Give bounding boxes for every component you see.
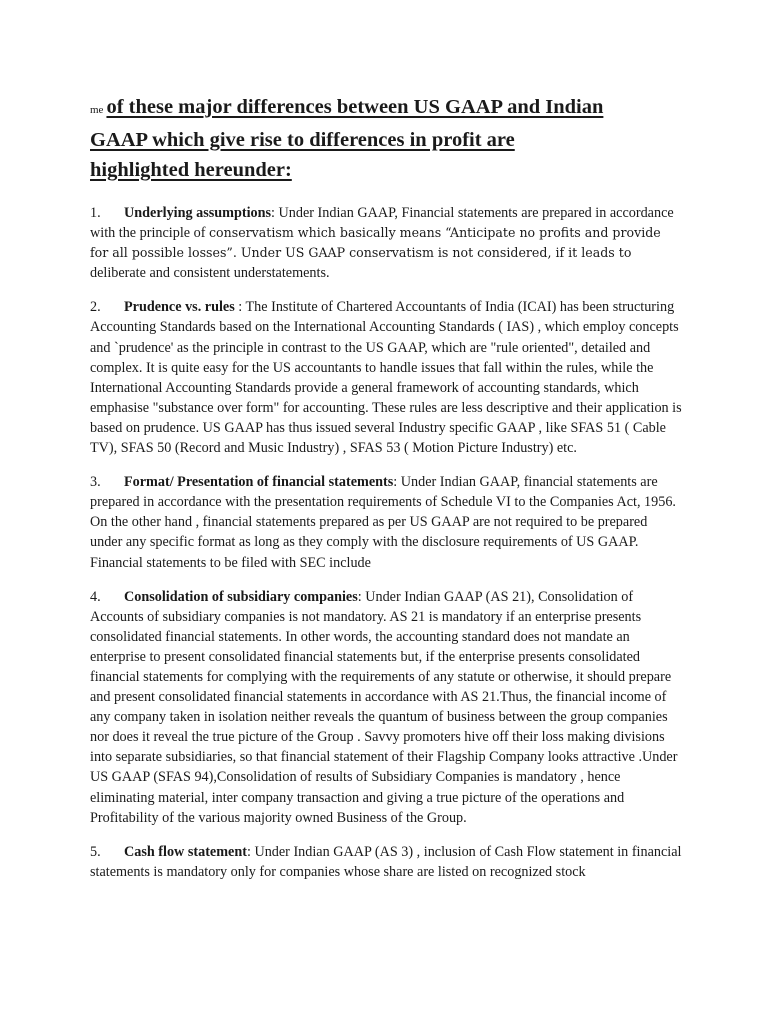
item-term: Underlying assumptions	[124, 205, 272, 221]
item-term: Format/ Presentation of financial statements	[124, 474, 394, 491]
item-term: Consolidation of subsidiary companies	[124, 588, 358, 605]
heading-line-2: GAAP which give rise to differences in profit are	[90, 129, 515, 151]
item-text: : The Institute of Chartered Accountants of India (ICAI) has been structuring Accounting Standards based on the International Accounting Standards ( IAS) , which employ concepts and `prudence' as the principle in contrast to the US GAAP, which are "rule oriented", detailed and complex. It is quite easy for the US accountants to handle issues that fall within the rules, while the International Accounting Standards provide a general framework of accounting standards, which emphasise "substance over form" for accounting. These rules are less descriptive and their application is based on prudence. US GAAP has thus issued several Industry specific GAAP , like SFAS 51 ( Cable TV), SFAS 50 (Record and Music Industry) , SFAS 53 ( Motion Picture Industry) etc.	[90, 299, 682, 457]
item-text: : Under Indian GAAP, Financial statements are prepared in accordance with the principle of	[90, 205, 674, 242]
item-number: 3.	[90, 474, 101, 491]
item-number: 2.	[90, 299, 101, 316]
item-text: conservatism which basically means “Anticipate no profits and provide for all possible losses”. Under US GAAP conservatism is not considered, if it leads to	[90, 225, 661, 261]
heading-line-1: of these major differences between US GAAP and Indian	[106, 96, 604, 118]
heading-prefix: me	[90, 104, 104, 116]
item-text: : Under Indian GAAP (AS 3) , inclusion of Cash Flow statement in financial statements is mandatory only for companies whose share are listed on recognized stock	[90, 843, 682, 880]
item-text: : Under Indian GAAP, financial statements are prepared in accordance with the presentation requirements of Schedule VI to the Companies Act, 1956. On the other hand , financial statements prepared as per US GAAP are not required to be prepared under any specific format as long as they comply with the disclosure requirements of US GAAP. Financial statements to be filed with SEC include	[90, 474, 676, 571]
item-term: Prudence vs. rules	[124, 299, 235, 316]
item-text: deliberate and consistent understatements.	[90, 265, 330, 282]
list-item	[90, 842, 682, 882]
heading-line-3: highlighted hereunder:	[90, 159, 292, 181]
item-term: Cash flow statement	[124, 843, 247, 860]
section-heading	[90, 92, 682, 185]
item-number: 5.	[90, 843, 101, 860]
list-item	[90, 472, 682, 572]
item-text: : Under Indian GAAP (AS 21), Consolidation of Accounts of subsidiary companies is not mandatory. AS 21 is mandatory if an enterprise presents consolidated financial statements. In other words, the accounting standard does not mandate an enterprise to present consolidated financial statements but, if the enterprise presents consolidated financial statements for complying with the requirements of any statute or otherwise, it should prepare and present consolidated financial statements in accordance with AS 21.Thus, the financial income of any company taken in isolation neither reveals the quantum of business between the group companies nor does it reveal the true picture of the Group . Savvy promoters hive off their loss making divisions into separate subsidiaries, so that financial statement of their Flagship Company looks attractive .Under US GAAP (SFAS 94),Consolidation of results of Subsidiary Companies is mandatory , hence eliminating material, inter company transaction and giving a true picture of the operations and Profitability of the various majority owned Business of the Group.	[90, 588, 678, 826]
item-number: 4.	[90, 588, 101, 605]
list-item	[90, 297, 682, 458]
item-number: 1.	[90, 205, 101, 221]
list-item	[90, 587, 682, 828]
list-item	[90, 203, 682, 283]
